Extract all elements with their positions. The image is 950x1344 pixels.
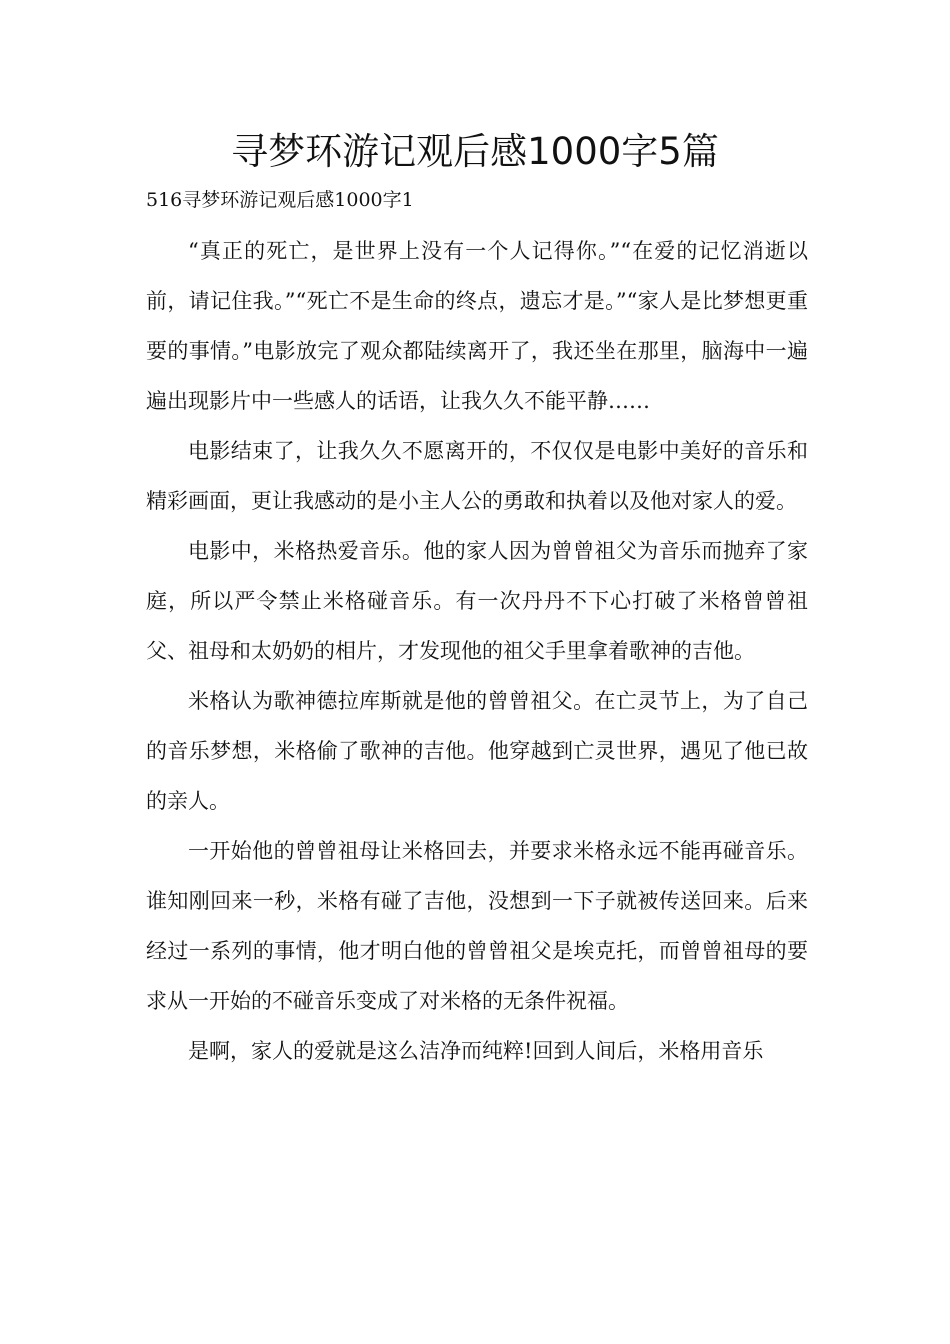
paragraph: 电影结束了，让我久久不愿离开的，不仅仅是电影中美好的音乐和精彩画面，更让我感动的是小主人公的勇敢和执着以及他对家人的爱。 <box>146 439 808 513</box>
document-subtitle: 516寻梦环游记观后感1000字1 <box>146 189 414 211</box>
paragraph: 米格认为歌神德拉库斯就是他的曾曾祖父。在亡灵节上，为了自己的音乐梦想，米格偷了歌神的吉他。他穿越到亡灵世界，遇见了他已故的亲人。 <box>146 689 808 813</box>
document-title: 寻梦环游记观后感1000字5篇 <box>231 130 719 173</box>
paragraph: 电影中，米格热爱音乐。他的家人因为曾曾祖父为音乐而抛弃了家庭，所以严令禁止米格碰音乐。有一次丹丹不下心打破了米格曾曾祖父、祖母和太奶奶的相片，才发现他的祖父手里拿着歌神的吉他。 <box>146 539 808 663</box>
document-body <box>146 226 808 1076</box>
paragraph: “真正的死亡，是世界上没有一个人记得你。”“在爱的记忆消逝以前，请记住我。”“死亡不是生命的终点，遗忘才是。”“家人是比梦想更重要的事情。”电影放完了观众都陆续离开了，我还坐在那里，脑海中一遍遍出现影片中一些感人的话语，让我久久不能平静…… <box>146 239 808 413</box>
paragraph: 一开始他的曾曾祖母让米格回去，并要求米格永远不能再碰音乐。谁知刚回来一秒，米格有碰了吉他，没想到一下子就被传送回来。后来经过一系列的事情，他才明白他的曾曾祖父是埃克托，而曾曾祖母的要求从一开始的不碰音乐变成了对米格的无条件祝福。 <box>146 839 808 1013</box>
paragraph: 是啊，家人的爱就是这么洁净而纯粹!回到人间后，米格用音乐 <box>188 1039 764 1063</box>
